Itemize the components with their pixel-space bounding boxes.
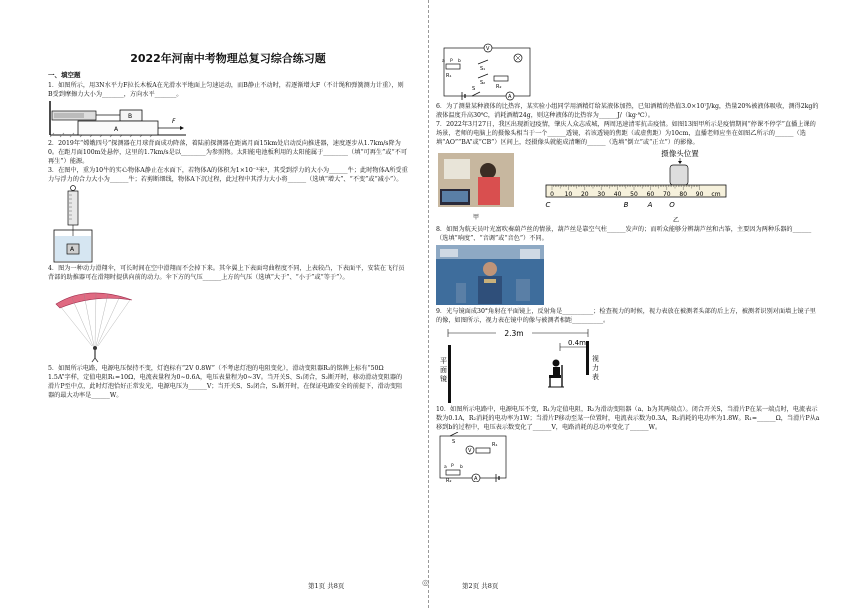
question-1: 1．如图所示，用3N水平力F拉长木板A在光滑水平地面上匀速运动，而B静止不动时，若逐渐增大F（不计绳和弹簧测力计重），则B受到摩擦力大小为_______，方向水平_______。 — [48, 82, 404, 98]
mirror-label-1: 平 — [440, 357, 447, 365]
q1-figure — [48, 99, 408, 139]
ruler-tick-label: 40 — [613, 191, 622, 198]
mirror-label-3: 镜 — [440, 375, 447, 383]
vision-test-diagram — [436, 325, 636, 405]
question-7: 7．2022年3月27日，我区出现新冠疫情，肇庆人众志成城，两周迅速清零抗击疫情。如图13图甲所示是疫情期间“停课不停学”直播上课的场景，老师的电脑上的摄像头相当于一个______透镜，若该透镜的焦距（或虚焦距）为10cm，直播老师应坐在如图乙所示的______（选填“AO”“BA”或“CB”）区间上，经摄像头就能成清晰的______（选填“倒立”或“正立”）的影像。 — [436, 121, 816, 146]
q10-circuit-diagram — [436, 432, 526, 482]
svg-text:视: 视 — [592, 355, 599, 363]
question-5: 5．如图所示电路，电源电压保持不变，灯泡标有“2V 0.8W”（不考虑灯泡的电阻变化），滑动变阻器R₂的铭牌上标有“50Ω 1.5A”字样，定值电阻R₁=10Ω，电流表量程为0~0.6A，电压表量程为0~3V。当开关S、S₁闭合，S₂断开时，移动滑动变阻器的滑片P至中点，此时灯泡恰好正常发光，电源电压为______V；当开关S、S₂闭合，S₁断开时，在保证电路安全的前提下，滑动变阻器的最大功率是______W。 — [48, 365, 403, 399]
eye-chart — [586, 341, 589, 375]
section-heading: 一、填空题 — [48, 71, 81, 79]
plane-mirror — [448, 345, 451, 403]
svg-text:b: b — [460, 465, 463, 470]
svg-text:P: P — [451, 464, 454, 469]
question-9: 9．光与镜面成30°角射在平面镜上，反射角是__________；检查视力的时候，视力表放在被测者头部的后上方，被测者识别对面墙上镜子里的像，如图所示，视力表在镜中的像与被测者相距__________。 — [436, 308, 816, 324]
svg-text:A: A — [70, 246, 75, 253]
astronaut-photo — [436, 243, 556, 307]
svg-text:力: 力 — [592, 364, 599, 372]
svg-text:表: 表 — [592, 373, 599, 381]
svg-text:A: A — [114, 126, 119, 133]
footer-page-right: 第2页 共8页 — [462, 582, 499, 590]
question-6: 6．为了测量某种液体的比热容，某实验小组同学用酒精灯给某液体加热，已知酒精的热值3.0×10⁷J/kg，热量20%被液体吸收，测得2kg的液体温度升高30℃，消耗酒精24g，则这种液体的比热容为______J/（kg·℃）。 — [436, 103, 819, 119]
question-10: 10．如图所示电路中，电源电压不变，R₁为定值电阻，R₂为滑动变阻器（a、b为其两端点）。闭合开关S，当滑片P在某一端点时，电流表示数为0.1A，R₂消耗的电功率为1W；当滑片P移动至某一位置时，电流表示数为0.3A，R₂消耗的电功率为1.8W。R₁=______Ω，当滑片P从a移到b的过程中，电压表示数变化了______V，电路消耗的总功率变化了______W。 — [436, 406, 820, 431]
q5-circuit-figure — [438, 40, 820, 102]
svg-text:S₂: S₂ — [480, 80, 486, 86]
svg-text:B: B — [128, 113, 133, 120]
svg-text:V: V — [468, 448, 472, 454]
q10-figure — [436, 432, 820, 482]
ruler-point-O: O — [669, 201, 675, 209]
q4-figure — [48, 282, 408, 364]
ruler-point-C: C — [545, 201, 551, 209]
question-2: 2．2019年“嫦娥四号”探测器在月球背面成功降落，着陆前探测器在距离月面15km处启动反向推进器，速度逐步从1.7km/s降为0。在距月面100m处悬停，这里的1.7km/s是以________为参照物。太阳能电池板利用的太阳能属于________（填“可再生”或“不可再生”）能源。 — [48, 140, 408, 165]
q3-diagram — [48, 184, 108, 264]
mirror-label-2: 面 — [440, 366, 447, 374]
svg-text:S: S — [472, 86, 476, 92]
question-8: 8．如图为航天员叶光富吹奏葫芦丝的情景，葫芦丝是靠空气柱______发声的；而听众能够分辨葫芦丝和古筝，主要因为两种乐器的______（选填“响度”、“音调”或“音色”）不同。 — [436, 226, 812, 242]
svg-text:a: a — [444, 465, 447, 470]
page-title: 2022年河南中考物理总复习综合练习题 — [130, 52, 326, 65]
page-divider — [428, 0, 429, 608]
distance-total: 2.3m — [504, 329, 524, 338]
q7-diagrams — [436, 147, 816, 225]
svg-text:R₂: R₂ — [446, 478, 452, 482]
ruler-tick-label: 10 — [564, 191, 573, 198]
svg-text:R₂: R₂ — [496, 84, 502, 90]
q8-figure — [436, 243, 820, 307]
ruler-point-A: A — [647, 201, 653, 209]
ruler-tick-label: 60 — [646, 191, 655, 198]
ruler-tick-label: 70 — [662, 191, 671, 198]
camera-position-label: 摄像头位置 — [661, 149, 699, 158]
q9-figure — [436, 325, 820, 405]
q3-figure — [48, 184, 408, 264]
page-center-mark: ◎ — [422, 578, 429, 587]
svg-text:V: V — [486, 46, 490, 52]
page-right — [430, 0, 860, 608]
ruler-tick-label: 0 — [550, 191, 554, 198]
svg-text:a: a — [442, 59, 445, 64]
ruler-points — [546, 201, 676, 209]
caption-jia: 甲 — [472, 214, 480, 221]
ruler-tick-label: 20 — [580, 191, 589, 198]
svg-text:R₁: R₁ — [492, 442, 498, 448]
ruler-tick-label: cm — [711, 191, 721, 198]
distance-small: 0.4m — [568, 339, 586, 347]
ruler-tick-label: 80 — [679, 191, 688, 198]
footer-page-left: 第1页 共8页 — [308, 582, 345, 590]
ruler-tick-label: 30 — [597, 191, 606, 198]
svg-text:R₁: R₁ — [446, 73, 452, 79]
caption-yi: 乙 — [672, 217, 680, 224]
question-3: 3．在图中，重为10牛的实心物体A静止在水面下，若物体A的体积为1×10⁻³米³，其受到浮力的大小为______牛；此时物体A所受重力与浮力的合力大小为______牛；若剪断细线，物体A下沉过程，此过程中其浮力大小将______（选填“增大”、“不变”或“减小”）。 — [48, 167, 408, 183]
seated-person-icon — [548, 360, 564, 388]
spring-balance — [68, 191, 78, 225]
svg-text:S₁: S₁ — [480, 66, 486, 72]
camera-icon — [670, 165, 688, 185]
svg-text:b: b — [458, 59, 461, 64]
q5-circuit-diagram — [438, 40, 538, 102]
svg-text:P: P — [450, 59, 453, 64]
q1-diagram — [48, 99, 188, 139]
ruler-tick-label: 50 — [630, 191, 638, 198]
q7-figure — [436, 147, 820, 225]
svg-text:A: A — [508, 94, 512, 100]
ruler-tick-label: 90 — [695, 191, 704, 198]
paraglider-illustration — [48, 282, 138, 364]
ruler-point-B: B — [623, 201, 629, 209]
livestream-photo — [438, 153, 514, 207]
svg-text:F: F — [172, 118, 176, 125]
svg-text:S: S — [452, 439, 456, 445]
question-4: 4．图为一种动力滑翔伞，可长时间在空中滑翔而不会掉下来。其伞翼上下表面弯曲程度不同，上表较凸，下表面平，安装在飞行员背部的助推器可在滑翔时提供向前的动力。伞下方的气压______上方的气压（选填“大于”、“小于”或“等于”）。 — [48, 265, 405, 281]
svg-text:A: A — [474, 476, 478, 482]
